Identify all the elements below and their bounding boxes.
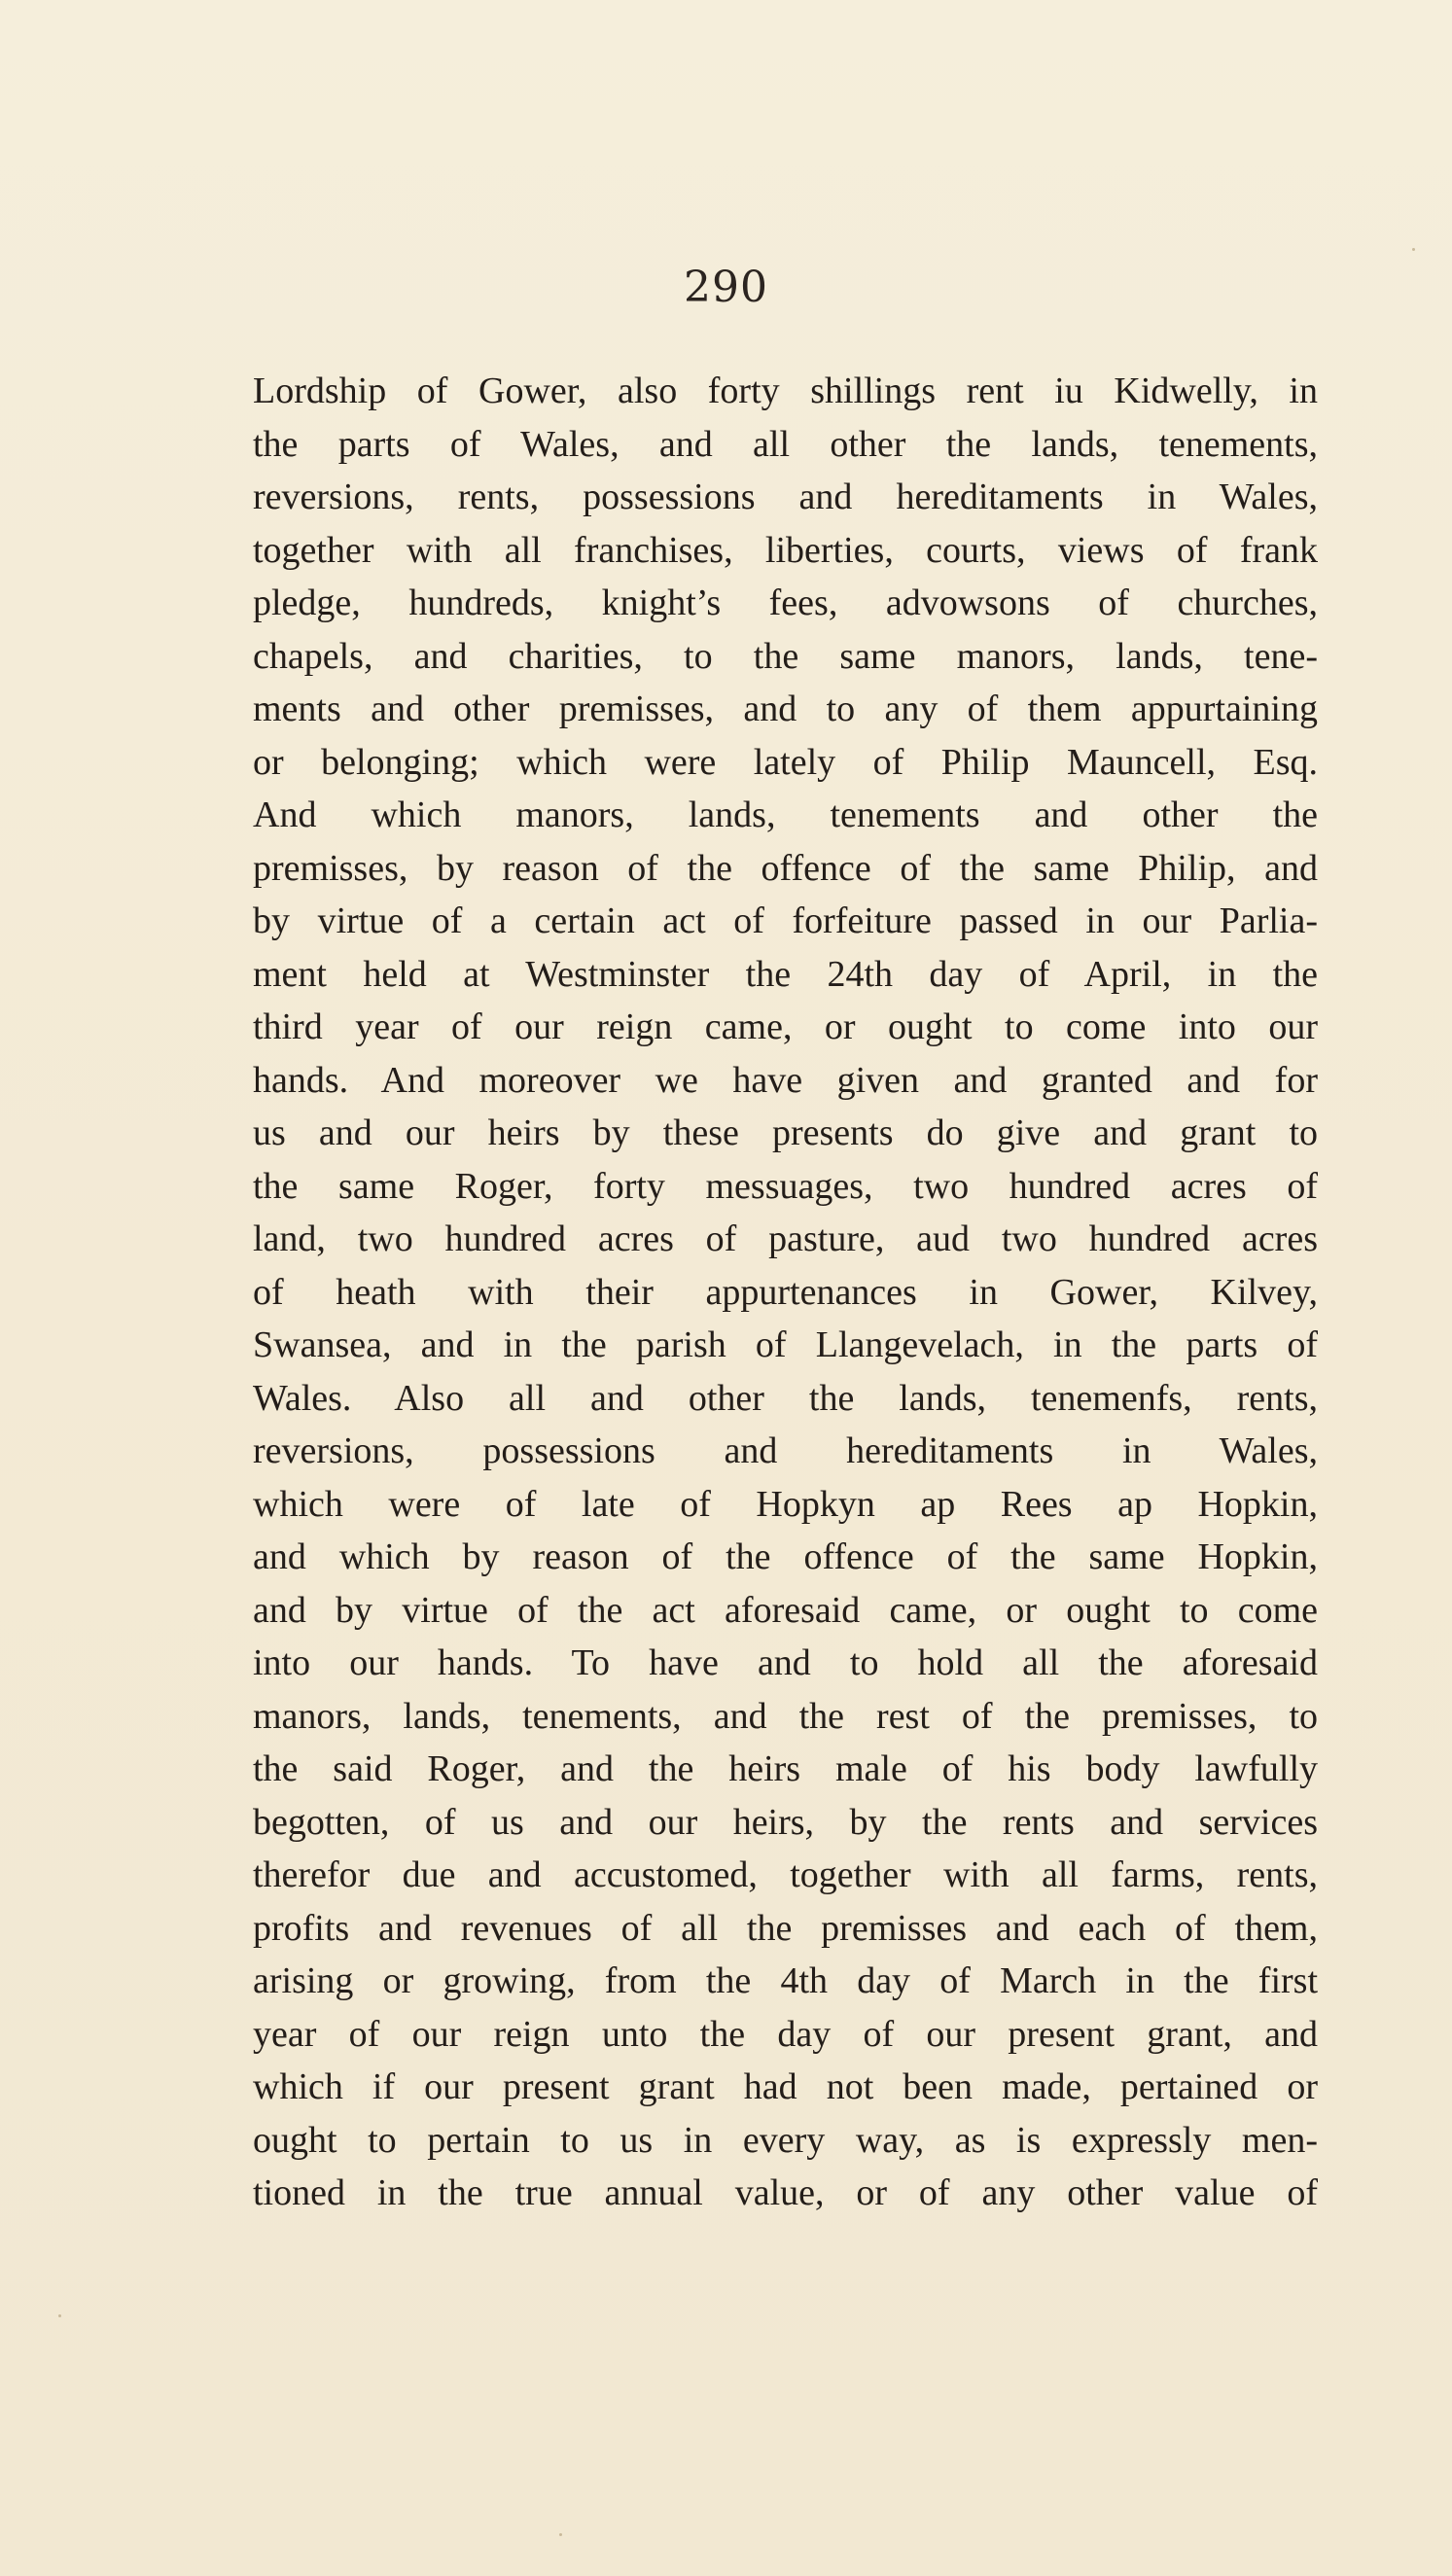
text-line: which if our present grant had not been made, pertained or	[253, 2066, 1318, 2107]
text-line: third year of our reign came, or ought to come into our	[253, 1006, 1318, 1047]
text-line: and which by reason of the offence of the same Hopkin,	[253, 1536, 1318, 1577]
text-line: us and our heirs by these presents do give and grant to	[253, 1112, 1318, 1153]
paper-speck	[559, 2533, 562, 2536]
text-line: into our hands. To have and to hold all the aforesaid	[253, 1642, 1318, 1683]
text-line: ment held at Westminster the 24th day of April, in the	[253, 953, 1318, 995]
body-text	[253, 365, 1318, 2220]
text-line: therefor due and accustomed, together with all farms, rents,	[253, 1854, 1318, 1895]
text-line: by virtue of a certain act of forfeiture passed in our Parlia-	[253, 900, 1318, 941]
paper-speck	[58, 2314, 61, 2317]
text-line: Swansea, and in the parish of Llangevelach, in the parts of	[253, 1324, 1318, 1365]
text-line: the said Roger, and the heirs male of his body lawfully	[253, 1748, 1318, 1789]
text-line: ments and other premisses, and to any of them appurtaining	[253, 688, 1318, 729]
text-line: Lordship of Gower, also forty shillings rent iu Kidwelly, in	[253, 371, 1318, 411]
text-line: arising or growing, from the 4th day of March in the first	[253, 1960, 1318, 2001]
text-line: of heath with their appurtenances in Gower, Kilvey,	[253, 1271, 1318, 1313]
text-line: land, two hundred acres of pasture, aud two hundred acres	[253, 1218, 1318, 1259]
text-line: begotten, of us and our heirs, by the rents and services	[253, 1801, 1318, 1843]
text-line: manors, lands, tenements, and the rest of the premisses, to	[253, 1695, 1318, 1737]
text-line: and by virtue of the act aforesaid came, or ought to come	[253, 1589, 1318, 1631]
text-line: hands. And moreover we have given and granted and for	[253, 1059, 1318, 1101]
text-line: premisses, by reason of the offence of the same Philip, and	[253, 847, 1318, 889]
text-line: And which manors, lands, tenements and other the	[253, 794, 1318, 835]
text-line: which were of late of Hopkyn ap Rees ap Hopkin,	[253, 1483, 1318, 1525]
text-line: the same Roger, forty messuages, two hundred acres of	[253, 1165, 1318, 1207]
text-line: together with all franchises, liberties, courts, views of frank	[253, 529, 1318, 571]
text-line: Wales. Also all and other the lands, tenemenfs, rents,	[253, 1377, 1318, 1419]
text-line: pledge, hundreds, knight’s fees, advowsons of churches,	[253, 582, 1318, 623]
paper-speck	[1412, 248, 1415, 251]
text-line: tioned in the true annual value, or of any other value of	[253, 2172, 1318, 2213]
text-line: chapels, and charities, to the same manors, lands, tene-	[253, 635, 1318, 677]
text-line: profits and revenues of all the premisses and each of them,	[253, 1907, 1318, 1949]
text-line: year of our reign unto the day of our present grant, and	[253, 2013, 1318, 2055]
text-line: reversions, possessions and hereditaments in Wales,	[253, 1430, 1318, 1471]
text-line: reversions, rents, possessions and hereditaments in Wales,	[253, 476, 1318, 517]
text-line: the parts of Wales, and all other the lands, tenements,	[253, 423, 1318, 465]
text-line: or belonging; which were lately of Philip Mauncell, Esq.	[253, 741, 1318, 783]
page-number: 290	[684, 263, 768, 312]
text-line: ought to pertain to us in every way, as is expressly men-	[253, 2119, 1318, 2161]
